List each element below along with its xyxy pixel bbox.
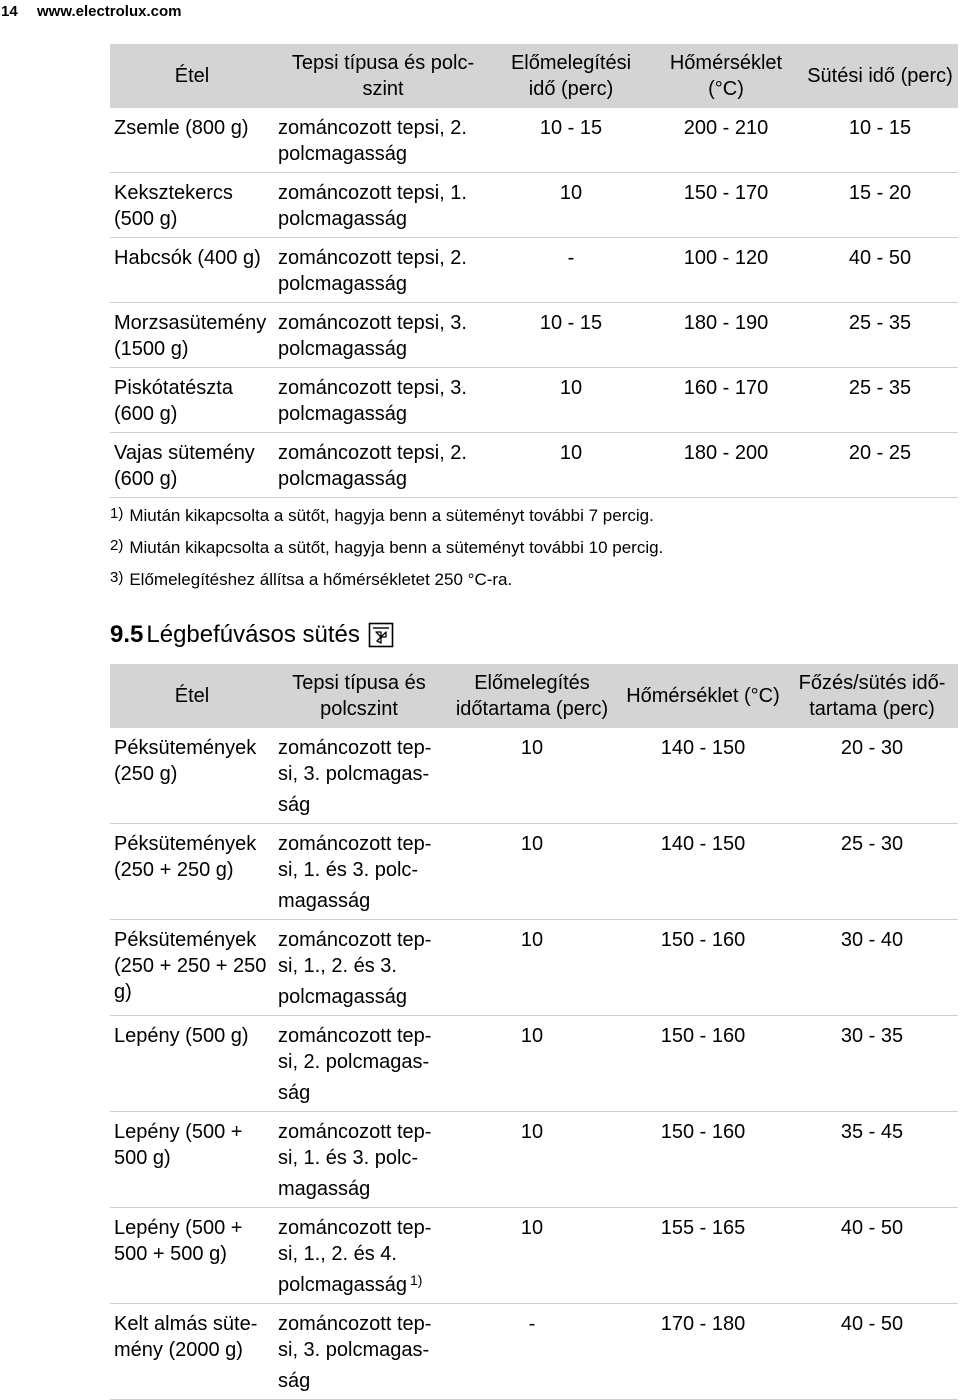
table-header-row xyxy=(110,664,958,728)
cell-preheat: 10 xyxy=(492,173,650,238)
cell-tray: zománcozott tepsi, 3. polcmagasság xyxy=(274,303,492,368)
cell-temp: 200 - 210 xyxy=(683,117,769,139)
cell-tray: zománcozott tep-si, 1. és 3. polc-magasság xyxy=(274,824,444,920)
cell-food: Lepény (500 + 500 + 500 g) xyxy=(110,1208,274,1304)
col-header-preheat: Előmelegítés időtartama (perc) xyxy=(455,672,609,720)
cell-preheat: 10 xyxy=(492,433,650,498)
cell-food: Vajas sütemény (600 g) xyxy=(110,433,274,498)
table-row xyxy=(110,108,958,173)
footnote-1: 1) Miután kikapcsolta a sütőt, hagyja benn a süteményt további 7 percig. xyxy=(110,505,654,525)
col-header-food: Étel xyxy=(174,65,210,87)
cell-food: Lepény (500 g) xyxy=(110,1016,274,1112)
table-header-row xyxy=(110,44,958,108)
cell-tray: zománcozott tepsi, 1. polcmagasság xyxy=(274,173,492,238)
col-header-preheat: Előmelegítési idő (perc) xyxy=(510,52,632,100)
cell-tray: zománcozott tep-si, 1., 2. és 3. polcmagasság xyxy=(274,920,444,1016)
cell-temp: 155 - 165 xyxy=(620,1208,786,1304)
col-header-temperature: Hőmérséklet (°C) xyxy=(626,685,780,707)
cell-preheat: 10 - 15 xyxy=(539,117,603,139)
site-url: www.electrolux.com xyxy=(37,2,182,20)
cell-temp: 140 - 150 xyxy=(620,824,786,920)
col-header-tray-level: Tepsi típusa és polc-szint xyxy=(291,52,475,100)
baking-table-1 xyxy=(110,44,958,498)
table-row xyxy=(110,824,958,920)
cell-food: Keksztekercs (500 g) xyxy=(110,173,274,238)
cell-time: 30 - 35 xyxy=(786,1016,958,1112)
cell-food: Zsemle (800 g) xyxy=(114,117,249,139)
col-header-time: Sütési idő (perc) xyxy=(807,65,953,87)
cell-temp: 150 - 160 xyxy=(620,920,786,1016)
cell-time: 25 - 35 xyxy=(802,368,958,433)
col-header-time: Főzés/sütés idő-tartama (perc) xyxy=(798,672,946,720)
cell-preheat: 10 - 15 xyxy=(492,303,650,368)
cell-preheat: 10 xyxy=(444,1112,620,1208)
baking-table-2 xyxy=(110,664,958,1400)
table-row xyxy=(110,433,958,498)
table-row xyxy=(110,368,958,433)
cell-temp: 180 - 190 xyxy=(650,303,802,368)
cell-food: Habcsók (400 g) xyxy=(110,238,274,303)
cell-time: 35 - 45 xyxy=(786,1112,958,1208)
table-row xyxy=(110,1112,958,1208)
cell-time: 25 - 35 xyxy=(802,303,958,368)
section-name: Légbefúvásos sütés xyxy=(146,621,360,648)
cell-tray: zománcozott tepsi, 3. polcmagasság xyxy=(274,368,492,433)
cell-preheat: 10 xyxy=(492,368,650,433)
page-header xyxy=(0,0,182,22)
cell-preheat: 10 xyxy=(444,824,620,920)
table-row xyxy=(110,1208,958,1304)
cell-temp: 180 - 200 xyxy=(650,433,802,498)
cell-preheat: - xyxy=(492,238,650,303)
table-row xyxy=(110,1016,958,1112)
cell-food: Péksütemények (250 + 250 g) xyxy=(110,824,274,920)
fan-oven-icon xyxy=(368,622,394,648)
col-header-tray-level: Tepsi típusa és polcszint xyxy=(292,672,426,720)
cell-time: 30 - 40 xyxy=(786,920,958,1016)
cell-temp: 150 - 170 xyxy=(650,173,802,238)
cell-time: 20 - 25 xyxy=(802,433,958,498)
cell-tray: zománcozott tep-si, 1., 2. és 4. polcmagasság $^{1)}$ xyxy=(274,1208,444,1304)
cell-food: Péksütemények (250 g) xyxy=(114,737,257,785)
table-row xyxy=(110,728,958,824)
cell-preheat: 10 xyxy=(520,737,544,759)
cell-tray: zománcozott tep-si, 3. polcmagas-ság xyxy=(278,737,432,816)
cell-time: 20 - 30 xyxy=(840,737,904,759)
cell-time: 40 - 50 xyxy=(786,1304,958,1400)
cell-time: 40 - 50 xyxy=(802,238,958,303)
cell-temp: 150 - 160 xyxy=(620,1112,786,1208)
cell-temp: 140 - 150 xyxy=(660,737,746,759)
table-row xyxy=(110,238,958,303)
cell-food: Kelt almás süte-mény (2000 g) xyxy=(110,1304,274,1400)
table-row xyxy=(110,303,958,368)
cell-food: Piskótatészta (600 g) xyxy=(110,368,274,433)
cell-temp: 160 - 170 xyxy=(650,368,802,433)
cell-temp: 100 - 120 xyxy=(650,238,802,303)
page-number: 14 xyxy=(1,2,18,20)
cell-preheat: 10 xyxy=(444,1016,620,1112)
cell-preheat: 10 xyxy=(444,920,620,1016)
cell-time: 40 - 50 xyxy=(786,1208,958,1304)
section-number: 9.5 xyxy=(110,621,144,648)
cell-time: 15 - 20 xyxy=(802,173,958,238)
table-row xyxy=(110,920,958,1016)
footnote-2: 2) Miután kikapcsolta a sütőt, hagyja benn a süteményt további 10 percig. xyxy=(110,537,664,557)
cell-preheat: 10 xyxy=(444,1208,620,1304)
cell-tray: zománcozott tep-si, 3. polcmagas-ság xyxy=(274,1304,444,1400)
cell-tray: zománcozott tep-si, 2. polcmagas-ság xyxy=(274,1016,444,1112)
cell-tray: zománcozott tepsi, 2. polcmagasság xyxy=(274,433,492,498)
cell-temp: 170 - 180 xyxy=(620,1304,786,1400)
cell-time: 10 - 15 xyxy=(848,117,912,139)
section-title xyxy=(110,618,394,652)
footnote-3: 3) Előmelegítéshez állítsa a hőmérsékletet 250 °C-ra. xyxy=(110,569,513,589)
cell-food: Péksütemények (250 + 250 + 250 g) xyxy=(110,920,274,1016)
cell-tray: zománcozott tepsi, 2. polcmagasság xyxy=(274,238,492,303)
cell-temp: 150 - 160 xyxy=(620,1016,786,1112)
footnote-ref: 1) xyxy=(409,1272,423,1288)
table-row xyxy=(110,1304,958,1400)
cell-food: Morzsasütemény (1500 g) xyxy=(110,303,274,368)
cell-time: 25 - 30 xyxy=(786,824,958,920)
cell-preheat: - xyxy=(444,1304,620,1400)
col-header-temperature: Hőmérséklet (°C) xyxy=(669,52,783,100)
cell-food: Lepény (500 + 500 g) xyxy=(110,1112,274,1208)
cell-tray: zománcozott tep-si, 1. és 3. polc-magasság xyxy=(274,1112,444,1208)
table-row xyxy=(110,173,958,238)
col-header-food: Étel xyxy=(174,685,210,707)
cell-tray: zománcozott tepsi, 2. polcmagasság xyxy=(278,117,467,165)
